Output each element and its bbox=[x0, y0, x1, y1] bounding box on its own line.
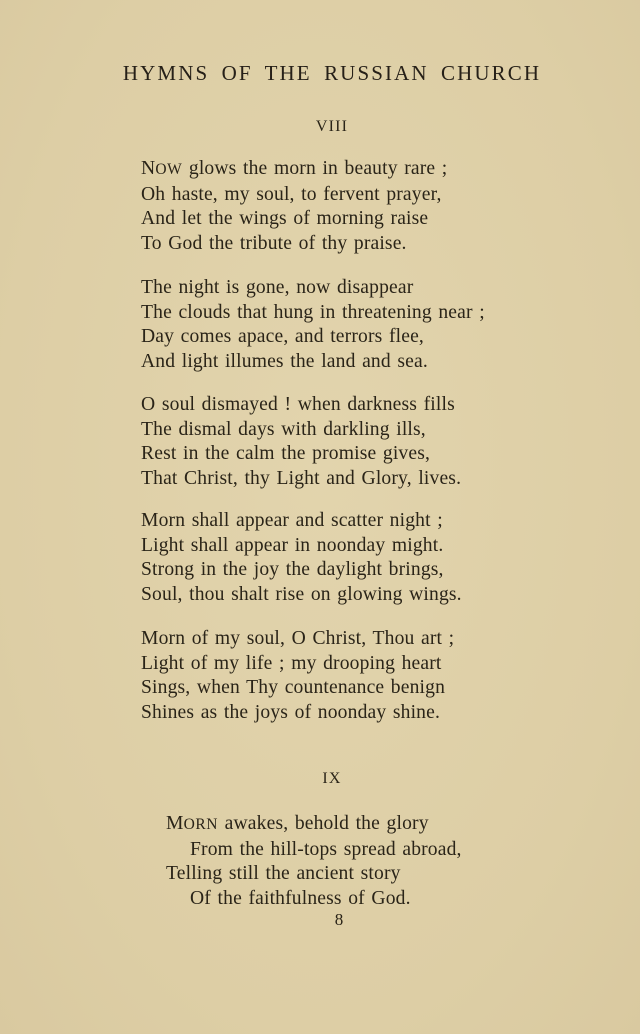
verse-line: O soul dismayed ! when darkness fills bbox=[141, 394, 455, 415]
stanza-viii-3 bbox=[141, 393, 461, 491]
page-number: 8 bbox=[334, 910, 344, 929]
verse-line: Strong in the joy the daylight brings, bbox=[141, 559, 444, 580]
hymn-number-ix: IX bbox=[322, 770, 342, 787]
smallcap-rest: OW bbox=[155, 161, 183, 178]
verse-line-indented: From the hill-tops spread abroad, bbox=[190, 838, 462, 860]
verse-line: The clouds that hung in threatening near ; bbox=[141, 301, 485, 323]
line-text: awakes, behold the glory bbox=[218, 813, 429, 834]
verse-line: Morn shall appear and scatter night ; bbox=[141, 510, 443, 531]
hymn-number-viii: VIII bbox=[315, 118, 349, 135]
verse-line: That Christ, thy Light and Glory, lives. bbox=[141, 467, 462, 489]
verse-line: To God the tribute of thy praise. bbox=[141, 232, 407, 254]
verse-line: Morn of my soul, O Christ, Thou art ; bbox=[141, 628, 455, 649]
running-head: HYMNS OF THE RUSSIAN CHURCH bbox=[122, 61, 542, 85]
verse-line: Soul, thou shalt rise on glowing wings. bbox=[141, 583, 462, 605]
verse-line: Telling still the ancient story bbox=[166, 863, 401, 884]
verse-line: Light shall appear in noonday might. bbox=[141, 534, 444, 556]
verse-line: And let the wings of morning raise bbox=[141, 208, 429, 229]
verse-line-indented: Of the faithfulness of God. bbox=[190, 887, 411, 909]
verse-line bbox=[166, 812, 462, 838]
stanza-ix-1 bbox=[166, 812, 462, 911]
smallcap-rest: ORN bbox=[183, 816, 219, 833]
drop-smallcap: M bbox=[166, 813, 184, 834]
stanza-viii-5 bbox=[141, 627, 454, 725]
verse-line: Day comes apace, and terrors flee, bbox=[141, 326, 424, 347]
verse-line: Shines as the joys of noonday shine. bbox=[141, 701, 441, 723]
verse-line: Rest in the calm the promise gives, bbox=[141, 443, 431, 464]
verse-line: And light illumes the land and sea. bbox=[141, 350, 428, 372]
verse-line: Oh haste, my soul, to fervent prayer, bbox=[141, 183, 442, 205]
verse-line: Light of my life ; my drooping heart bbox=[141, 652, 442, 674]
stanza-viii-4 bbox=[141, 509, 462, 607]
verse-line bbox=[141, 157, 447, 183]
verse-line: The dismal days with darkling ills, bbox=[141, 418, 426, 440]
stanza-viii-1 bbox=[141, 157, 447, 256]
verse-line: The night is gone, now disappear bbox=[141, 277, 414, 298]
verse-line: Sings, when Thy countenance benign bbox=[141, 677, 446, 698]
line-text: glows the morn in beauty rare ; bbox=[182, 158, 448, 179]
stanza-viii-2 bbox=[141, 276, 485, 374]
drop-smallcap: N bbox=[141, 158, 156, 179]
